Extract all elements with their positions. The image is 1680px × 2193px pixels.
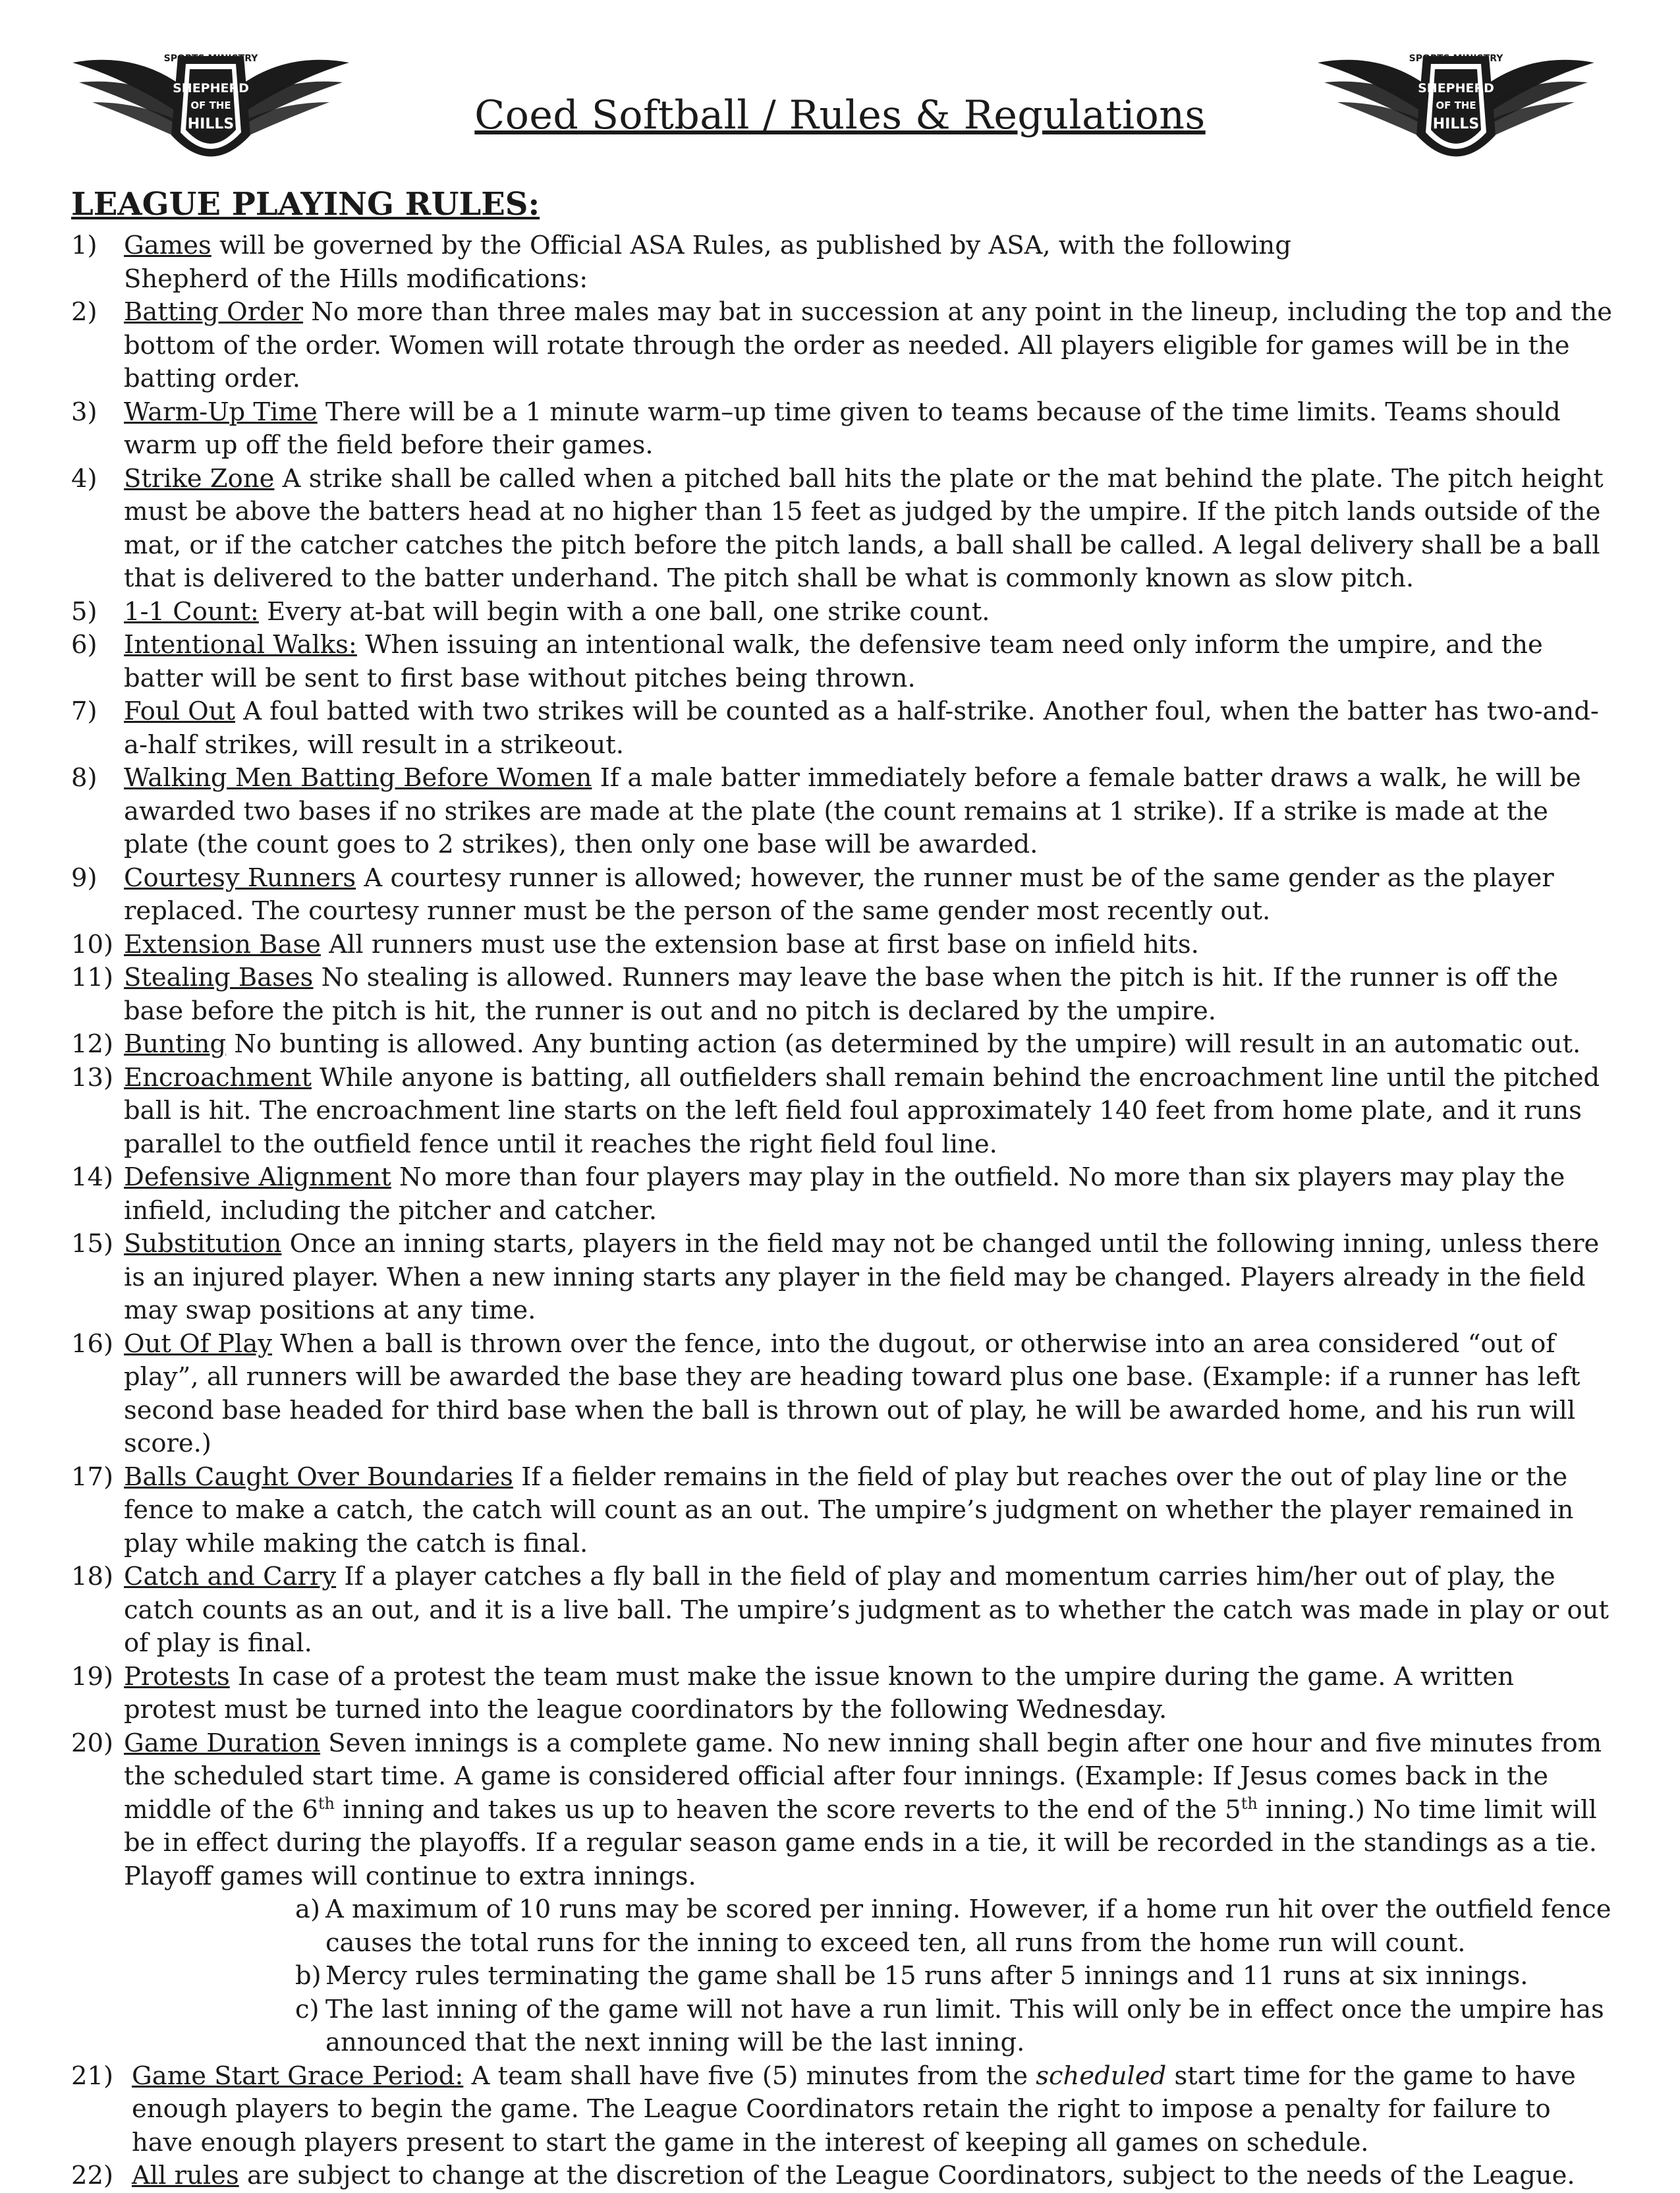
rule-label: Out Of Play: [124, 1328, 273, 1359]
rule-superscript: th: [1241, 1794, 1258, 1813]
rule-item-4: [71, 463, 1613, 596]
rule-number: 4): [71, 463, 98, 494]
rule-item-11: [71, 961, 1613, 1028]
rule-text: When a ball is thrown over the fence, into the dugout, or otherwise into an area considered “out of play”, all runners will be awarded the base they are heading toward plus one base. (Example: if a runner has left second base headed for third base when the ball is thrown out of play, he will be awarded home, and his run will score.): [124, 1328, 1581, 1458]
sub-rule-text: The last inning of the game will not have a run limit. This will only be in effect once the umpire has announced that the next inning will be the last inning.: [325, 1994, 1604, 2057]
rule-text: All runners must use the extension base at first base on infield hits.: [320, 929, 1199, 959]
rule-label: Stealing Bases: [124, 963, 314, 992]
rule-number: 22): [71, 2161, 114, 2190]
rule-item-9: [71, 862, 1613, 928]
rule-number: 13): [71, 1062, 114, 1093]
rule-number: 16): [71, 1328, 114, 1359]
sub-rule-letter: c): [295, 1994, 320, 2024]
rule-text: start time for the game to have enough players to begin the game. The League Coordinators retain the right to impose a penalty for failure to have enough players present to start the game in the interest of keeping all games on schedule.: [132, 2061, 1576, 2157]
rule-item-1: [71, 229, 1613, 296]
rule-label: Encroachment: [124, 1062, 312, 1093]
rule-label: 1-1 Count:: [124, 596, 259, 627]
rule-label: Batting Order: [124, 297, 303, 327]
rule-item-17: [71, 1461, 1613, 1561]
rule-item-3: [71, 396, 1613, 463]
page-title: Coed Softball / Rules & Regulations: [474, 92, 1206, 138]
rule-number: 11): [71, 963, 114, 992]
rule-text: are subject to change at the discretion of the League Coordinators, subject to the needs of the League.: [238, 2161, 1575, 2190]
logo-text-shepherd: SHEPHERD: [173, 81, 249, 96]
rule-text: inning and takes us up to heaven the score reverts to the end of the 5: [335, 1794, 1241, 1825]
rule-number: 15): [71, 1229, 114, 1259]
rule-text: No stealing is allowed. Runners may leave the base when the pitch is hit. If the runner is off the base before the pitch is hit, the runner is out and no pitch is declared by the umpire.: [124, 963, 1559, 1026]
sub-rule-text: A maximum of 10 runs may be scored per inning. However, if a home run hit over the outfield fence causes the total runs for the inning to exceed ten, all runs from the home run will count.: [325, 1894, 1611, 1958]
rule-emphasis: scheduled: [1036, 2061, 1167, 2091]
rule-text: Once an inning starts, players in the field may not be changed until the following inning, unless there is an injured player. When a new inning starts any player in the field may be changed. Players already in the field may swap positions at any time.: [124, 1229, 1600, 1325]
rule-text: A team shall have five (5) minutes from the: [463, 2061, 1036, 2091]
rule-label: Games: [124, 231, 211, 260]
rule-label: Game Duration: [124, 1728, 321, 1758]
rule-text: A courtesy runner is allowed; however, the runner must be of the same gender as the player replaced. The courtesy runner must be the person of the same gender most recently out.: [124, 863, 1554, 926]
sub-rule-item-b: [295, 1960, 1613, 1993]
logo-text-of-the: OF THE: [1436, 100, 1476, 111]
sub-rules-list: [124, 1893, 1613, 2060]
rule-number: 3): [71, 397, 98, 427]
rule-item-13: [71, 1062, 1613, 1162]
logo-text-shepherd: SHEPHERD: [1418, 81, 1494, 96]
rule-text: Every at-bat will begin with a one ball, one strike count.: [258, 596, 990, 627]
rule-label: Strike Zone: [124, 463, 275, 494]
rule-item-21: [71, 2060, 1613, 2160]
rule-number: 6): [71, 630, 98, 660]
rule-item-15: [71, 1228, 1613, 1328]
rule-number: 1): [71, 231, 98, 260]
rule-number: 5): [71, 596, 98, 627]
rule-text: No more than three males may bat in succession at any point in the lineup, including the top and the bottom of the order. Women will rotate through the order as needed. All players eligible for games will be in the batting order.: [124, 297, 1613, 393]
rule-label: Bunting: [124, 1029, 227, 1059]
rule-label: Courtesy Runners: [124, 863, 356, 893]
rule-text: inning.) No time limit will be in effect during the playoffs. If a regular season game ends in a tie, it will be recorded in the standings as a tie. Playoff games will continue to extra innings.: [124, 1794, 1598, 1891]
rule-label: All rules: [132, 2161, 239, 2190]
rule-text: A foul batted with two strikes will be counted as a half-strike. Another foul, when the batter has two-and-a-half strikes, will result in a strikeout.: [124, 697, 1599, 760]
rule-text: There will be a 1 minute warm–up time given to teams because of the time limits. Teams should warm up off the field before their games.: [124, 397, 1561, 460]
rule-number: 9): [71, 863, 98, 893]
rule-number: 19): [71, 1661, 114, 1692]
rule-text: No bunting is allowed. Any bunting action (as determined by the umpire) will result in an automatic out.: [226, 1029, 1581, 1059]
rule-item-18: [71, 1560, 1613, 1661]
rule-text-continued: Shepherd of the Hills modifications:: [124, 264, 588, 294]
rule-number: 20): [71, 1728, 114, 1758]
sub-rule-item-c: [295, 1993, 1613, 2060]
rule-label: Substitution: [124, 1229, 282, 1259]
rule-label: Extension Base: [124, 929, 321, 959]
rule-number: 8): [71, 763, 98, 793]
rule-text: A strike shall be called when a pitched ball hits the plate or the mat behind the plate. The pitch height must be above the batters head at no higher than 15 feet as judged by the umpire. If the pitch lands outside of the mat, or if the catcher catches the pitch before the pitch lands, a ball shall be called. A legal delivery shall be a ball that is delivered to the batter underhand. The pitch shall be what is commonly known as slow pitch.: [124, 463, 1604, 593]
rule-item-14: [71, 1161, 1613, 1228]
logo-text-sports-ministry: SPORTS MINISTRY: [163, 53, 258, 64]
rule-item-6: [71, 629, 1613, 695]
rule-item-22: [71, 2159, 1613, 2193]
rule-text: While anyone is batting, all outfielders shall remain behind the encroachment line until the pitched ball is hit. The encroachment line starts on the left field foul approximately 140 feet from home plate, and it runs parallel to the outfield fence until it reaches the right field foul line.: [124, 1062, 1600, 1159]
rule-label: Intentional Walks:: [124, 630, 357, 660]
rule-text: No more than four players may play in the outfield. No more than six players may play the infield, including the pitcher and catcher.: [124, 1162, 1565, 1226]
rule-text: Seven innings is a complete game. No new inning shall begin after one hour and five minutes from the scheduled start time. A game is considered official after four innings. (Example: If Jesus comes back in the middle of the 6: [124, 1728, 1602, 1825]
rule-item-12: [71, 1028, 1613, 1062]
rule-number: 18): [71, 1562, 114, 1591]
rule-text: If a player catches a fly ball in the field of play and momentum carries him/her out of play, the catch counts as an out, and it is a live ball. The umpire’s judgment as to whether the catch was made in play or out of play is final.: [124, 1562, 1609, 1658]
sub-rule-item-a: [295, 1893, 1613, 1960]
rule-text: In case of a protest the team must make the issue known to the umpire during the game. A written protest must be turned into the league coordinators by the following Wednesday.: [124, 1661, 1514, 1724]
rule-item-16: [71, 1328, 1613, 1461]
rule-item-5: [71, 596, 1613, 629]
rule-label: Balls Caught Over Boundaries: [124, 1462, 513, 1492]
logo-text-hills: HILLS: [187, 116, 235, 132]
logo-text-sports-ministry: SPORTS MINISTRY: [1409, 53, 1503, 64]
rule-number: 14): [71, 1162, 114, 1192]
sub-rule-letter: b): [295, 1961, 322, 1991]
sub-rule-letter: a): [295, 1894, 320, 1924]
rule-item-19: [71, 1661, 1613, 1727]
rule-item-7: [71, 695, 1613, 762]
rule-label: Warm-Up Time: [124, 397, 318, 427]
rule-text: When issuing an intentional walk, the defensive team need only inform the umpire, and the batter will be sent to first base without pitches being thrown.: [124, 630, 1543, 693]
rule-number: 21): [71, 2061, 114, 2091]
rule-number: 2): [71, 297, 98, 327]
logo-text-of-the: OF THE: [190, 100, 231, 111]
logo-text-hills: HILLS: [1432, 116, 1480, 132]
rule-label: Walking Men Batting Before Women: [124, 763, 592, 793]
rule-label: Game Start Grace Period:: [132, 2061, 464, 2091]
rule-label: Foul Out: [124, 697, 235, 726]
sub-rule-text: Mercy rules terminating the game shall be 15 runs after 5 innings and 11 runs at six innings.: [325, 1961, 1528, 1991]
rules-list: [71, 229, 1613, 2193]
rule-item-8: [71, 762, 1613, 862]
rule-item-10: [71, 928, 1613, 962]
section-heading: LEAGUE PLAYING RULES:: [71, 186, 540, 223]
rule-text: If a male batter immediately before a female batter draws a walk, he will be awarded two bases if no strikes are made at the plate (the count remains at 1 strike). If a strike is made at the plate (the count goes to 2 strikes), then only one base will be awarded.: [124, 763, 1581, 859]
rule-number: 10): [71, 929, 114, 959]
rule-number: 12): [71, 1029, 114, 1059]
rule-item-20: [71, 1727, 1613, 2060]
rule-number: 7): [71, 697, 98, 726]
rule-label: Catch and Carry: [124, 1562, 337, 1591]
rule-label: Protests: [124, 1661, 230, 1692]
rule-text: If a fielder remains in the field of play but reaches over the out of play line or the fence to make a catch, the catch will count as an out. The umpire’s judgment on whether the player remained in play while making the catch is final.: [124, 1462, 1574, 1558]
rule-text: will be governed by the Official ASA Rules, as published by ASA, with the following: [211, 231, 1291, 260]
rule-label: Defensive Alignment: [124, 1162, 391, 1192]
rule-number: 17): [71, 1462, 114, 1492]
rule-item-2: [71, 296, 1613, 396]
rule-superscript: th: [318, 1794, 335, 1813]
